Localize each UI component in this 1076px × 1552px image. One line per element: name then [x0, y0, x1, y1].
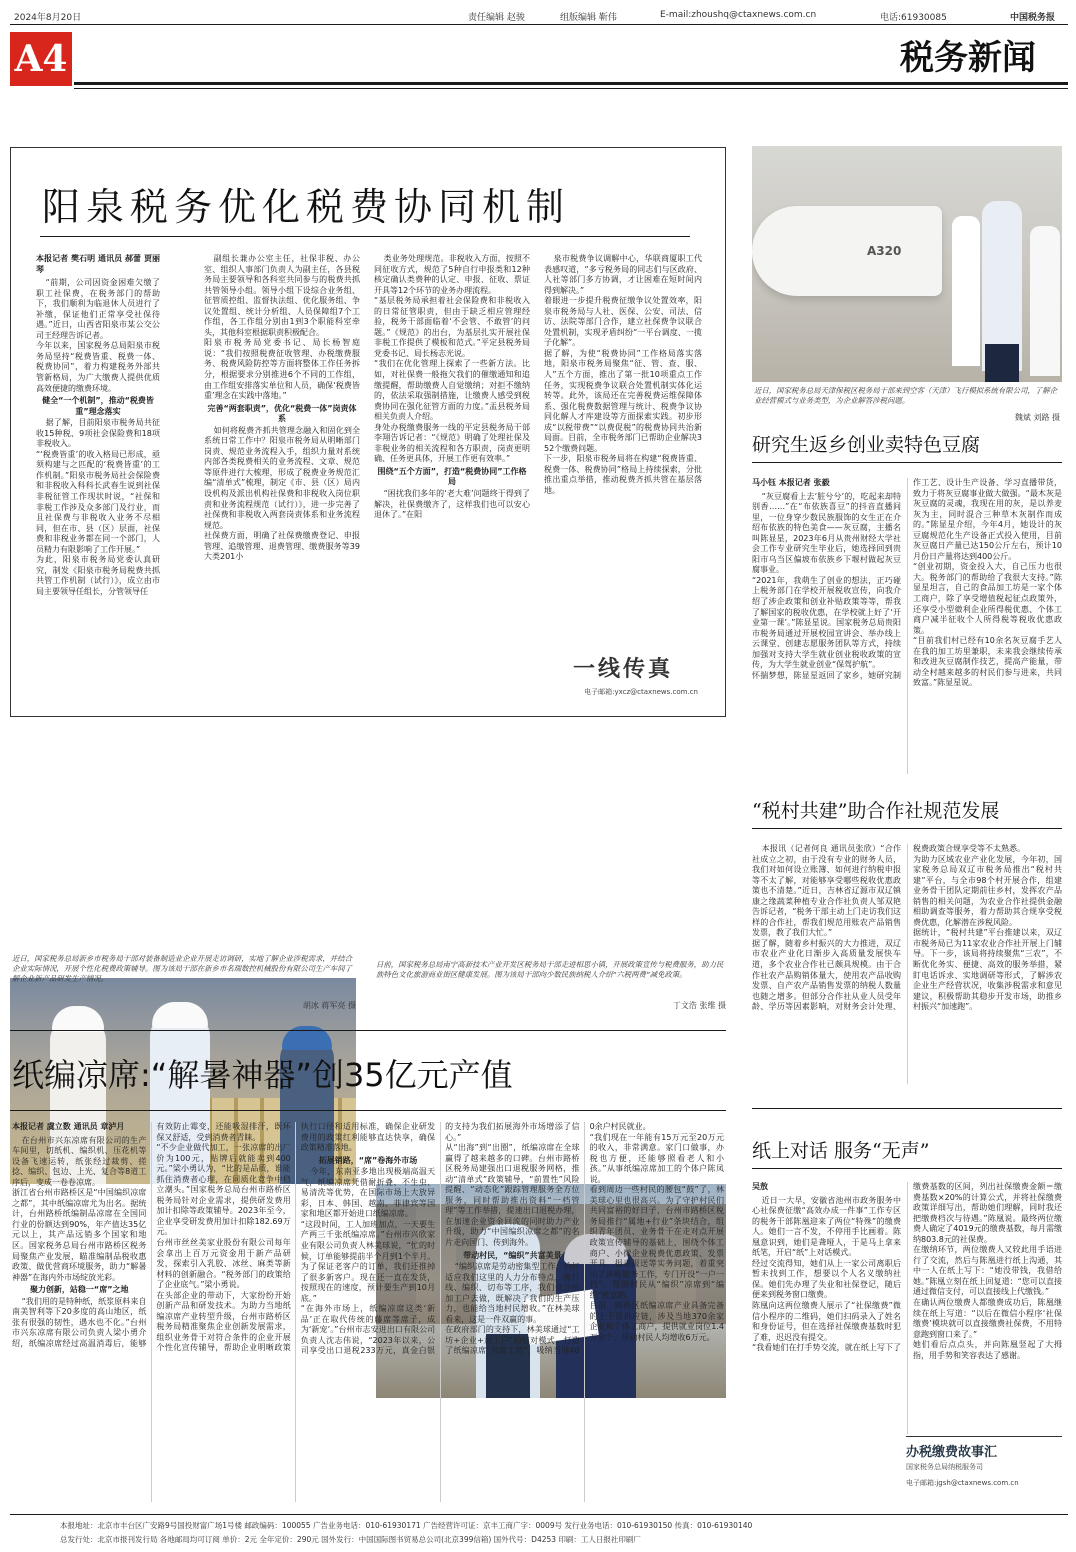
masthead-paper: 中国税务报	[1010, 13, 1056, 23]
person-officer-trousers	[985, 344, 1019, 382]
story-stamp-title: 办税缴费故事汇	[906, 1445, 998, 1460]
article-coop-text: 本报讯（记者何良 通讯员张欣）“合作社成立之初，由于没有专业的财务人员，我们对如何设立账簿、如何进行纳税申报等不太了解，对能够享受哪些税收优惠政策也不清楚。”近日，吉林省辽源市双辽镇康之缘蔬菜种植专业合作社负责人邹双艳告诉记者，“税务干部主动上门走访我们这样的合作社，帮我们规范用账农产品销售发票，教了我们大忙。” 据了解，随着乡村振兴的大力推进，双辽市农业产业化日渐步入高质量发展快车道，多个农业合作社已颇具规模。由于合作社农产品购销体量大，使用农产品收购发票、自产农产品销售发票的纳税人数量也随之增多。但部分合作社从业人员受年龄、学历等因素影响，对财务会计处理、税费政策合规享受等不太熟悉。 为助力区域农业产业化发展，今年初，国家税务总局双辽市税务局推出“税村共建”平台，与全市98个村开展合作，组建业务骨干团队定期前往乡村，发挥农产品销售的相关问题，为农业合作社提供金融相助调查等服务，着力帮助其合规享受税费优惠，化解潜在涉税风险。 据统计，“税村共建”平台推建以来，双辽市税务局已为11家农业合作社开展上门辅导。下一步，该局将持续聚焦“三农”，不断优化务实、便捷、高效的服务举措，紧盯电话诉求、实地调研等形式，了解涉农企业生产经营状况，收集涉税需求和意见建议，积极帮助其稳步开发市场，助推乡村振兴“加速跑”。	[752, 844, 1062, 1012]
story-stamp	[906, 1436, 1062, 1500]
footer-line-2: 总发行处：北京市报刊发行局 各地邮局均可订阅 单价：2元 全年定价：290元 国外发行：中国国际图书贸易总公司(北京399信箱) 国外代号：D4253 印刷：工人日报社印刷厂	[60, 1535, 641, 1544]
section-title: 税务新闻	[900, 38, 1036, 78]
article-yangquan-text-1: “前期，公司因资金困难欠缴了职工社保费，在税务部门的帮助下，我们顺利为临退休人员进行了补缴，保证他们正常享受社保待遇。”近日，山西省阳泉市某公交公司王经理告诉记者。 今年以来，国家税务总局阳泉市税务局坚持“税费皆重、税费一体、税费协同”，着力构建税务外部共管新格局，为广大缴费人提供优质高效便捷的缴费环境。	[36, 278, 160, 393]
masthead-thick-rule	[74, 82, 1068, 85]
article-mat-text-2: “我们用的是特种纸，纸浆原料来自南美智利等下20多度的高山地区，纸张有很强的韧性，遇水也不化。”台州市兴东凉席有限公司负责人梁小勇介绍，纸编凉席经过高温消毒后，能够有效防止霉变，还能吸湿排汗，既环保又舒适，受到消费者青睐。 “不少企业做代加工，一张凉席的出厂价为100元，贴牌后就能卖到400元。”梁小勇认为，“比的是品质，谁能抓住消费者心理，在同质化竞争中稳立潮头。”国家税务总局台州市路桥区税务局针对企业需求，提供研发费用加计扣除等政策辅导。2023年至今，企业享受研发费用加计扣除182.69万元。 台州市丝丝美家业股份有限公司每年会拿出上百万元资金用于新产品研发，探索引入乳胶、冰丝、麻类等新材料的创新融合。“税务部门的政策给了企业底气。”梁小勇说。 在头部企业的带动下，大家纷纷开始创新产品和研发技术。为助力当地纸编凉席产业转型升级，台州市路桥区税务局精准聚焦企业创新发展需求，组织业务骨干对符合条件的企业开展个性化宣传辅导，帮助企业明晰政策执行口径和适用标准，确保企业研发费用的政策红利能够直达快享，确保政策精准落地。	[12, 1122, 436, 1353]
photo-airbus-simulator	[752, 146, 1062, 382]
article-tofu-rule	[752, 462, 1062, 463]
article-tofu-byline: 马小钰 本报记者 张毅	[752, 478, 830, 487]
article-dialog-rule	[752, 1168, 1062, 1169]
article-tofu-title: 研究生返乡创业卖特色豆腐	[752, 434, 981, 456]
article-mat-subhead-2: 拓展销路，“席”卷海外市场	[318, 1155, 418, 1165]
footer-rule	[10, 1514, 1068, 1515]
person-white-shirt	[952, 216, 980, 366]
aircraft-label: A320	[867, 244, 902, 258]
masthead-thin-rule	[74, 88, 1068, 89]
frontline-stamp	[548, 648, 698, 708]
article-tofu-text: “灰豆腐看上去‘脏兮兮’的，吃起来却特别香……”在“布依族喜豆”的抖音直播间里，一位身穿少数民族服饰的女生正在介绍布依族的特色美食——灰豆腐，主播名叫陈显星，2023年6月从贵州财经大学社会工作专业研究生毕业后，她选择回到贵阳市乌当区偏坡布依族乡下堰村做起灰豆腐事业。 “2021年，我萌生了创业的想法，正巧碰上税务部门在学校开展税收宣传，向我介绍了涉企政策和创业补贴政策等等，帮我了解国家的税收优惠，在学校就上好了‘开业第一课’。”陈显星说。国家税务总局贵阳市税务局通过开展校园宣讲会、举办线上云课堂、创建志愿服务团队等方式，持续加强对支持大学生就业创业税收政策的宣传，为大学生就业创业“保驾护航”。 怀揣梦想，陈显星返回了家乡，她研究制作工艺、设计生产设备、学习直播带货，致力于将灰豆腐事业做大做强。“最木灰是灰豆腐的灵魂，我现在用的灰，是以养麦灰为主，同时混合三种草木灰制作而成的。”陈显星介绍，今年4月，她设计的灰豆腐规范化生产设备正式投入使用，目前灰豆腐日产量已达150公斤左右，预计10月份日产量将达到400公斤。 “创业初期，资金投入大，自己压力也很大。税务部门的帮助给了我很大支持。”陈显星坦言，自己的食品加工坊是一家个体工商户，除了享受增值税起征点政策外，还享受小型微利企业所得税优惠、个体工商户减半征收个人所得税等税收优惠政策。 “目前我们村已经有10余名灰豆腐手艺人在我的加工坊里兼职，未来我会继续传承和改进灰豆腐制作技艺，提高产能量，带动全村越来越多的村民们参与进来，共同致富。”陈显星说。	[752, 478, 1062, 688]
article-yangquan-col3	[374, 254, 530, 708]
article-yangquan-text-5: 类业务处理规范。非税收入方面，按照不同征收方式，规范了5种自行申报类和12种核定确认类费种的认定、申报、征收、票证开具等12个环节的业务办理流程。 “基层税务局承担着社会保险费和非税收入的日常征管职责，但由于缺乏相应管理经验，税务干部面临着‘不会管、不敢管’的问题。”《规范》的出台，为基层扎实开展社保非税工作提供了模板和范式。”平定县税务局党委书记、局长杨志光说。 “我们在优化管理上探索了一些新方法。比如，对社保费一般拖欠我们的催缴通知和追缴提醒，帮助缴费人自觉缴纳；对拒不缴纳的，依法采取强制措施，让缴费人感受到税费协同在强化征管方面的力度。”盂县税务局相关负责人介绍。 身处办税缴费服务一线的平定县税务局干部李翔告诉记者：“《规范》明确了处理社保及非税业务的相关流程和各方职责，岗责更明确、任务更具体，开展工作更有效率。”	[374, 254, 530, 464]
article-yangquan-subhead-1: 健全“一个机制”，推动“税费皆重”理念落实	[42, 396, 154, 416]
article-yangquan-byline: 本报记者 樊石明 通讯员 郝蕾 贾丽琴	[36, 254, 160, 274]
article-yangquan-col2	[204, 254, 360, 708]
article-mat-subhead-1: 聚力创新，站稳一“席”之地	[29, 1285, 129, 1295]
article-yangquan-text-4: 如何将税费齐抓共管理念融入和固化到全系统日常工作中？阳泉市税务局从明晰部门岗责、规范业务流程入手，组织力量对系统内部各类税费相关的业务流程、文章、规范等原件进行大梳理，形成了税费业务规范汇编“清单式”梳理，制定《市、县（区）局内设机构及派出机构社保费和非税收入岗位职责和业务流程规范（试行）》，进一步完善了社保费和非税收入两套岗责体系和业务流程规范。 社保费方面，明确了社保费缴费登记、申报管理、追缴管理、退费管理、缴费服务等39大类201小	[204, 425, 360, 562]
photo-nanning-caption: 日前，国家税务总局南宁高新技术产业开发区税务局干部走进相思小镇，开展政策宣传与税费服务，助力民族特色文化旅游商业街区健康发展。图为该局干部向少数民族纳税人介绍“六税两费”减免政策。	[376, 960, 724, 979]
article-yangquan-col1	[36, 254, 160, 708]
person-right	[1030, 226, 1060, 376]
page-number-badge: A4	[10, 32, 72, 86]
article-yangquan-text-6: “困扰我们多年的‘老大难’问题终于得到了解决，社保费缴齐了，这样我们也可以安心退休了。”在阳	[374, 489, 530, 520]
article-mat-rule	[10, 1110, 726, 1111]
article-mat-text-4: “编织凉席是劳动密集型工作，恰好适应我们这里的人力分布特点，像打线、编织、切布等工序，我们会分给加工户去做，既解决了我们的生产压力，也能给当地村民增收。”在林美球看来，这是一件双赢的事。 在政府部门的支持下，林美球通过“工坊+企业+加工户”的结对模式，打造了纸编凉席“共富工坊”，吸纳当地400余户村民就业。 “我们现在一年能有15万元至20万元的收入，非常满意。家门口做事，办税也方便，还能够照看老人和小孩。”从事纸编凉席加工的个体户陈凤说。 看到周边一些村民的腰包“鼓”了，林美球心里也很高兴。为了守护村民们共同富裕的好日子，台州市路桥区税务局推行“属地+行业”条块结合，组织青年团员、业务骨干在走对点开展政策宣传辅导的基础上，围绕个体工商户、小微企业税费优惠政策、发票开具、报表报送等实务问题，着重突出了涉税服务工作，专门开设“一户一档”，帮助村民从“编织”凉席到“编织”致富路。 目前，路桥区纸编凉席产业具备完备的上下游供应链，涉及当地370余家企业和个体工商户，提供就业岗位1.4万余个，带动村民人均增收6万元。	[445, 1122, 724, 1356]
article-mat-subhead-3: 带动村民，“编织”共富美景	[463, 1250, 562, 1260]
article-mat-text-3: 今年，东南亚多地出现极端高温天气，纸编凉席凭借耐折叠、不生虫、易清洗等优势，在国际市场上大放异彩，日本、韩国、越南、菲律宾等国家和地区都开始进口纸编凉席。 “这段时间，工人加班加点，一天要生产两三千张纸编凉席。”台州市兴欣家业有限公司负责人林美球说，“忙的时候，订单能够提前半个月到1个半月。为了保证老客户的订单，我们还推掉了很多新客户。现在还一直在发货，按照现在的速度，预计要生产到10月底。” “在海外市场上，纸编凉席这类‘新品’正在取代传统的藤席等席子，成为‘新宠’。”台州市志安进出口有限公司负责人沈志伟说，“2023年以来，公司享受出口退税233万元，真金白银的支持为我们拓展海外市场增添了信心。” 从“出海”到“出圈”，纸编凉席在全球赢得了越来越多的口碑。台州市路桥区税务局建强出口退税服务网格，推动“清单式”政策辅导，“前置性”风险提醒、“动态化”跟踪管理服务全方位服务，同时帮助推出资料“一档管理”等工作举措，提速出口退税办理，在加速企业资金回流的同时助力产业升级，助力“中国编织凉席之都”的名片走向国门、传到海外。	[300, 1122, 580, 1356]
story-stamp-email[interactable]: 电子邮箱:jgsh@ctaxnews.com.cn	[906, 1479, 1019, 1487]
frontline-stamp-email[interactable]: 电子邮箱:yxcz@ctaxnews.com.cn	[584, 688, 698, 696]
article-mat-title: 纸编凉席:“解暑神器”创35亿元产值	[12, 1056, 513, 1094]
article-coop-rule	[752, 828, 1062, 829]
article-yangquan-subhead-2: 完善“两套职责”，优化“税费一体”岗责体系	[207, 403, 357, 424]
photo-airbus-caption: 近日，国家税务总局天津保税区税务局干部来到空客（天津）飞行模拟系统有限公司，了解企业经营模式与业务类型，为企业解答涉税问题。	[754, 386, 1058, 405]
article-tofu-body	[752, 478, 1062, 774]
photo-nanning-credit: 丁文浩 张维 摄	[672, 1001, 726, 1010]
article-coop-title: “税村共建”助合作社规范发展	[752, 800, 1000, 822]
frontline-stamp-title: 一线传真	[572, 656, 673, 682]
article-yangquan-text-2: 据了解，目前阳泉市税务局共征收15种税、9项社会保险费和18项非税收入。 “‘税费皆重’的收入格局已形成，亟须构建与之匹配的‘税费皆重’的工作机制。”阳泉市税务局社会保险费和非税收入科科长武春生说到社保非税征管工作现状时说，“社保和非税工作涉及众多部门及行业，而且社保费与非税收入业务不尽相同，但在市、县（区）层面，社保费和非税业务都在同一个部门，人员精力有限影响了工作开展。” 为此，阳泉市税务局党委认真研究，制发《阳泉市税务局税费共抓共管工作机制（试行）》，成立由市局主要领导任组长，分管领导任	[36, 418, 160, 596]
article-dialog-text: 近日一大早，安徽省池州市政务服务中心社保费征缴“高效办成一件事”工作专区的税务干部陈凰迎来了两位“特殊”的缴费人。她们一言不发，不停用手比画着。陈凰意识到，她们是聋哑人，于是马上拿来纸笔，开启“纸”上对话模式。 经过交流得知，她们从上一家公司离职后暂未找到工作，想要以个人名义缴纳社保。她们先办理了失业和社保登记，随后便来到税务窗口缴费。 陈凰向这两位缴费人展示了“社保缴费”微信小程序的二维码，她们扫码录入了姓名和身份证号，但在选择社保缴费基数时犯了难，迟迟没有提交。 “我看她们在打手势交流，就在纸上写下了缴费基数的区间，列出社保缴费金额＝缴费基数×20%的计算公式，并将社保缴费政策详细写出，帮助她们理解，同时我还把缴费档次与待遇。”陈凰说。最终两位缴费人确定了4019元的缴费基数，每月需缴纳803.8元的社保费。 在缴纳环节，两位缴费人又较此用手语进行了交流，然后与陈凰进行纸上沟通，其中一人在纸上写下：“她没带钱，我借给她。”陈凰立刻在纸上回复道：“您可以直接通过微信支付，可以直接线上代缴钱。” 在确认两位缴费人都缴费成功后，陈凰继续在纸上写道：“以后在微信小程序‘社保缴费’模块就可以直接缴费社保费，不用特意跑到窗口来了。” 她们看后点点头，并向陈凰竖起了大拇指，用手势和笑容表达了感谢。	[752, 1182, 1062, 1360]
article-yangquan-text-3: 副组长兼办公室主任，社保非税、办公室、组织人事部门负责人为副主任，各县税务局主要领导和各科室共同参与的税费共抓共管领导小组。领导小组下设综合业务组、征管质控组、监督执法组、优化服务组、争议处置组、统计分析组、人员保障组7个工作组，各工作组分别由1到3个职能科室牵头，其他科室根据职责积极配合。 阳泉市税务局党委书记、局长杨智庭说：“我们按照税费征收管理、办税缴费服务、税费风险防控等方面将整体工作任务拆分，根据要求分别推进6个不同的工作组，由工作组安排落实单位和人员，确保‘税费皆重’理念在实践中落地。”	[204, 254, 360, 401]
photo-xinxiang-caption: 近日，国家税务总局新乡市税务局干部对装备制造业企业开展走访调研，实地了解企业涉税需求，并结合企业实际情况，开展个性化税费政策辅导。图为该局干部在新乡市名瑞数控机械股份有限公司生产车间了解企业新产品研发生产情况。	[12, 954, 352, 983]
masthead-email[interactable]: E-mail:zhoushq@ctaxnews.com.cn	[660, 10, 817, 20]
mat-top-rule	[10, 1030, 726, 1031]
photo-xinxiang-credit: 胡冰 蒋军亮 摄	[302, 1001, 356, 1010]
article-mat-byline: 本报记者 虞立数 通讯员 章泸月	[12, 1122, 125, 1131]
masthead-layout-editor: 组版编辑 靳伟	[560, 13, 617, 23]
helmet-left	[52, 1006, 104, 1032]
top-rule	[10, 24, 1068, 25]
article-yangquan-title: 阳泉税务优化税费协同机制	[42, 185, 571, 229]
masthead-editor: 责任编辑 赵骏	[468, 13, 525, 23]
article-dialog-byline: 吴敖	[752, 1182, 768, 1191]
footer-line-1: 本报地址：北京市丰台区广安路9号国投财富广场1号楼 邮政编码：100055 广告业务电话：010-61930171 广告经营许可证：京丰工商广字：0009号 发行业务电话：010-61930150 传真：010-61930140	[60, 1521, 753, 1530]
article-mat-text-1: 在台州市兴东凉席有限公司的生产车间里，切纸机、编织机、压花机等设备飞速运转，纸张经过裁剪、搓捻、编织、包边、上光、复合等8道工序后，变成一卷卷凉席。 浙江省台州市路桥区是“中国编织凉席之都”，其中纸编凉席尤为出名。据统计，台州路桥纸编制品凉席在全国同行业的份额达到90%，年产值达35亿元以上，其产品远销多个国家和地区。国家税务总局台州市路桥区税务局聚焦产业发展，瞄准编制品税收惠政策、做优营商环境服务，助力“解暑神器”在海内外市场绽放光彩。	[12, 1135, 147, 1282]
dialog-top-rule	[752, 1108, 1062, 1109]
article-yangquan-subhead-3: 围绕“五个方面”，打造“税费协同”工作格局	[377, 466, 527, 487]
article-dialog-body	[752, 1182, 1062, 1434]
story-stamp-sub: 国家税务总局纳税服务司	[906, 1463, 983, 1471]
aircraft-fuselage-shape	[752, 206, 942, 296]
article-yangquan-text-7: 泉市税费争议调解中心，华联商厦职工代表感叹道，“多亏税务局的同志们与区政府、人社等部门多方协调，才让困难在短时间内得到解决。” 着眼进一步提升税费征缴争议处置效率，阳泉市税务局与人社、医保、公安、司法、信访、法院等部门合作，建立社保费争议联合处置机制，实现矛盾纠纷“一平台调度、一揽子化解”。 据了解，为使“税费协同”工作格局落实落地，阳泉市税务局聚焦“征、管、查、服、人”五个方面，推出了第一批10项重点工作任务，实现税费争议联合处置机制实体化运转等。此外，该局还在完善税费运维保障体系、强化税费数据管理与统计、税费争议协同化解人才库建设等方面探索实践。初步形成“以税带费”“以费促税”的税费协同共治新局面。目前，全市税务部门已帮助企业解决352个缴费问题。 下一步，阳泉市税务局将在构建“税费皆重、税费一体、税费协同”格局上持续探索，分批推出重点举措，推动税费齐抓共管在基层落地。	[544, 254, 702, 496]
article-dialog-title: 纸上对话 服务“无声”	[752, 1140, 930, 1162]
masthead-date: 2024年8月20日	[14, 13, 82, 23]
article-coop-body	[752, 844, 1062, 1084]
article-yangquan-title-rule	[40, 236, 690, 237]
article-yangquan-col4	[544, 254, 702, 646]
article-mat-body	[12, 1122, 724, 1502]
photo-airbus-credit: 魏斌 刘路 摄	[1014, 413, 1060, 422]
masthead-phone: 电话:61930085	[880, 13, 947, 23]
